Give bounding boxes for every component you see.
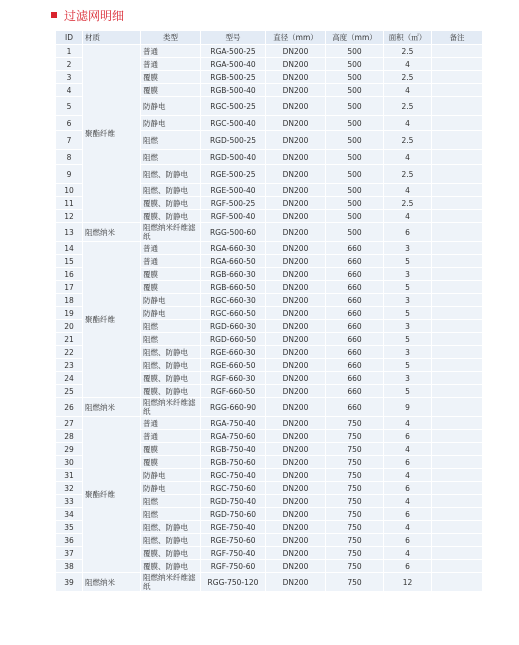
cell-type: 阻燃、防静电 (141, 521, 201, 534)
cell-model: RGB-500-25 (201, 71, 266, 84)
cell-height: 750 (326, 560, 384, 573)
cell-height: 500 (326, 150, 384, 165)
cell-model: RGB-750-40 (201, 443, 266, 456)
cell-id: 19 (56, 307, 83, 320)
cell-type: 防静电 (141, 294, 201, 307)
cell-type: 阻燃纳米纤维滤纸 (141, 223, 201, 242)
cell-diameter: DN200 (266, 71, 326, 84)
cell-id: 14 (56, 242, 83, 255)
cell-model: RGB-750-60 (201, 456, 266, 469)
cell-type: 防静电 (141, 97, 201, 116)
square-bullet-icon (51, 12, 57, 18)
cell-remark (432, 508, 483, 521)
cell-height: 750 (326, 573, 384, 592)
cell-model: RGB-660-50 (201, 281, 266, 294)
cell-type: 阻燃、防静电 (141, 165, 201, 184)
cell-height: 750 (326, 495, 384, 508)
cell-diameter: DN200 (266, 346, 326, 359)
cell-id: 27 (56, 417, 83, 430)
cell-id: 24 (56, 372, 83, 385)
cell-diameter: DN200 (266, 534, 326, 547)
cell-id: 15 (56, 255, 83, 268)
cell-area: 5 (384, 255, 432, 268)
cell-model: RGE-660-50 (201, 359, 266, 372)
cell-model: RGD-750-40 (201, 495, 266, 508)
cell-material: 聚酯纤维 (83, 417, 141, 573)
cell-area: 5 (384, 333, 432, 346)
cell-diameter: DN200 (266, 165, 326, 184)
cell-type: 阻燃、防静电 (141, 184, 201, 197)
cell-height: 750 (326, 482, 384, 495)
cell-height: 750 (326, 443, 384, 456)
cell-diameter: DN200 (266, 430, 326, 443)
cell-area: 2.5 (384, 131, 432, 150)
cell-type: 覆膜 (141, 71, 201, 84)
cell-area: 4 (384, 210, 432, 223)
cell-material: 阻燃纳米 (83, 573, 141, 592)
cell-area: 3 (384, 372, 432, 385)
cell-remark (432, 346, 483, 359)
table-row (56, 573, 483, 592)
table-row (56, 242, 483, 255)
cell-height: 500 (326, 184, 384, 197)
cell-height: 500 (326, 71, 384, 84)
cell-id: 35 (56, 521, 83, 534)
cell-diameter: DN200 (266, 184, 326, 197)
cell-area: 4 (384, 547, 432, 560)
cell-remark (432, 116, 483, 131)
cell-remark (432, 495, 483, 508)
cell-id: 31 (56, 469, 83, 482)
section-title: 过滤网明细 (64, 8, 125, 23)
cell-id: 25 (56, 385, 83, 398)
header-area: 面积（㎡） (384, 31, 432, 45)
table-row (56, 223, 483, 242)
cell-area: 6 (384, 456, 432, 469)
cell-remark (432, 294, 483, 307)
cell-id: 13 (56, 223, 83, 242)
cell-height: 500 (326, 45, 384, 58)
cell-area: 2.5 (384, 165, 432, 184)
cell-diameter: DN200 (266, 223, 326, 242)
cell-model: RGD-500-25 (201, 131, 266, 150)
cell-height: 660 (326, 242, 384, 255)
cell-model: RGE-500-25 (201, 165, 266, 184)
cell-height: 500 (326, 210, 384, 223)
cell-type: 普通 (141, 58, 201, 71)
cell-type: 普通 (141, 417, 201, 430)
cell-height: 750 (326, 469, 384, 482)
cell-id: 6 (56, 116, 83, 131)
cell-remark (432, 58, 483, 71)
cell-height: 660 (326, 333, 384, 346)
cell-type: 阻燃、防静电 (141, 346, 201, 359)
cell-id: 4 (56, 84, 83, 97)
cell-type: 阻燃 (141, 150, 201, 165)
cell-model: RGA-750-60 (201, 430, 266, 443)
cell-area: 3 (384, 268, 432, 281)
cell-model: RGE-750-40 (201, 521, 266, 534)
cell-height: 500 (326, 58, 384, 71)
cell-model: RGB-500-40 (201, 84, 266, 97)
cell-remark (432, 443, 483, 456)
cell-id: 22 (56, 346, 83, 359)
cell-type: 阻燃、防静电 (141, 534, 201, 547)
cell-height: 500 (326, 131, 384, 150)
cell-remark (432, 307, 483, 320)
cell-id: 9 (56, 165, 83, 184)
cell-height: 750 (326, 547, 384, 560)
cell-height: 500 (326, 223, 384, 242)
cell-height: 750 (326, 456, 384, 469)
filter-detail-table (55, 30, 483, 592)
cell-diameter: DN200 (266, 508, 326, 521)
cell-diameter: DN200 (266, 242, 326, 255)
cell-model: RGB-660-30 (201, 268, 266, 281)
cell-material: 聚酯纤维 (83, 45, 141, 223)
cell-model: RGA-750-40 (201, 417, 266, 430)
cell-height: 660 (326, 398, 384, 417)
cell-area: 4 (384, 184, 432, 197)
cell-type: 普通 (141, 45, 201, 58)
cell-diameter: DN200 (266, 482, 326, 495)
cell-diameter: DN200 (266, 372, 326, 385)
cell-id: 21 (56, 333, 83, 346)
cell-diameter: DN200 (266, 97, 326, 116)
cell-area: 6 (384, 508, 432, 521)
cell-id: 34 (56, 508, 83, 521)
cell-height: 750 (326, 508, 384, 521)
cell-remark (432, 281, 483, 294)
cell-area: 3 (384, 346, 432, 359)
cell-diameter: DN200 (266, 456, 326, 469)
cell-remark (432, 71, 483, 84)
cell-type: 阻燃纳米纤维滤纸 (141, 398, 201, 417)
cell-id: 36 (56, 534, 83, 547)
cell-id: 30 (56, 456, 83, 469)
cell-model: RGC-660-50 (201, 307, 266, 320)
cell-height: 660 (326, 294, 384, 307)
cell-height: 500 (326, 97, 384, 116)
cell-remark (432, 456, 483, 469)
cell-model: RGF-660-50 (201, 385, 266, 398)
cell-remark (432, 430, 483, 443)
cell-id: 11 (56, 197, 83, 210)
cell-height: 750 (326, 417, 384, 430)
cell-diameter: DN200 (266, 116, 326, 131)
cell-type: 覆膜、防静电 (141, 372, 201, 385)
cell-area: 6 (384, 560, 432, 573)
cell-id: 7 (56, 131, 83, 150)
cell-remark (432, 242, 483, 255)
cell-type: 普通 (141, 242, 201, 255)
cell-height: 750 (326, 521, 384, 534)
cell-area: 4 (384, 84, 432, 97)
cell-model: RGA-660-50 (201, 255, 266, 268)
cell-diameter: DN200 (266, 398, 326, 417)
cell-area: 6 (384, 430, 432, 443)
cell-type: 阻燃、防静电 (141, 359, 201, 372)
cell-model: RGC-750-60 (201, 482, 266, 495)
cell-area: 4 (384, 150, 432, 165)
cell-remark (432, 150, 483, 165)
cell-model: RGF-660-30 (201, 372, 266, 385)
cell-height: 660 (326, 320, 384, 333)
header-diameter: 直径（mm） (266, 31, 326, 45)
header-remark: 备注 (432, 31, 483, 45)
cell-type: 覆膜 (141, 443, 201, 456)
cell-remark (432, 398, 483, 417)
cell-type: 覆膜 (141, 456, 201, 469)
cell-type: 覆膜、防静电 (141, 210, 201, 223)
table-header-row (56, 31, 483, 45)
cell-remark (432, 534, 483, 547)
cell-diameter: DN200 (266, 294, 326, 307)
cell-model: RGF-750-60 (201, 560, 266, 573)
cell-type: 防静电 (141, 307, 201, 320)
cell-type: 防静电 (141, 482, 201, 495)
cell-diameter: DN200 (266, 469, 326, 482)
cell-area: 3 (384, 320, 432, 333)
cell-type: 覆膜、防静电 (141, 547, 201, 560)
cell-model: RGD-660-50 (201, 333, 266, 346)
cell-model: RGA-500-25 (201, 45, 266, 58)
cell-type: 普通 (141, 255, 201, 268)
cell-id: 18 (56, 294, 83, 307)
header-material: 材质 (83, 31, 141, 45)
section-header (51, 7, 124, 23)
cell-remark (432, 372, 483, 385)
cell-remark (432, 385, 483, 398)
cell-diameter: DN200 (266, 131, 326, 150)
cell-id: 23 (56, 359, 83, 372)
cell-area: 9 (384, 398, 432, 417)
cell-id: 2 (56, 58, 83, 71)
cell-height: 750 (326, 430, 384, 443)
cell-model: RGD-500-40 (201, 150, 266, 165)
cell-id: 39 (56, 573, 83, 592)
cell-remark (432, 320, 483, 333)
cell-height: 660 (326, 281, 384, 294)
cell-remark (432, 84, 483, 97)
cell-height: 660 (326, 359, 384, 372)
cell-area: 6 (384, 223, 432, 242)
cell-type: 阻燃 (141, 320, 201, 333)
cell-remark (432, 255, 483, 268)
cell-type: 覆膜 (141, 84, 201, 97)
cell-type: 普通 (141, 430, 201, 443)
cell-model: RGE-500-40 (201, 184, 266, 197)
cell-id: 37 (56, 547, 83, 560)
cell-type: 防静电 (141, 469, 201, 482)
cell-diameter: DN200 (266, 255, 326, 268)
cell-id: 20 (56, 320, 83, 333)
cell-remark (432, 223, 483, 242)
cell-diameter: DN200 (266, 547, 326, 560)
cell-diameter: DN200 (266, 521, 326, 534)
cell-diameter: DN200 (266, 385, 326, 398)
cell-diameter: DN200 (266, 268, 326, 281)
cell-diameter: DN200 (266, 359, 326, 372)
cell-height: 500 (326, 165, 384, 184)
cell-remark (432, 165, 483, 184)
cell-diameter: DN200 (266, 45, 326, 58)
cell-model: RGF-750-40 (201, 547, 266, 560)
cell-height: 660 (326, 346, 384, 359)
cell-remark (432, 359, 483, 372)
cell-remark (432, 560, 483, 573)
table-row (56, 398, 483, 417)
cell-area: 3 (384, 294, 432, 307)
cell-model: RGG-750-120 (201, 573, 266, 592)
cell-remark (432, 268, 483, 281)
cell-area: 6 (384, 482, 432, 495)
cell-height: 660 (326, 255, 384, 268)
cell-remark (432, 573, 483, 592)
cell-material: 阻燃纳米 (83, 223, 141, 242)
cell-height: 660 (326, 268, 384, 281)
header-height: 高度（mm） (326, 31, 384, 45)
cell-remark (432, 131, 483, 150)
cell-id: 32 (56, 482, 83, 495)
header-id: ID (56, 31, 83, 45)
cell-area: 4 (384, 469, 432, 482)
cell-diameter: DN200 (266, 443, 326, 456)
cell-diameter: DN200 (266, 210, 326, 223)
cell-remark (432, 482, 483, 495)
table-row (56, 45, 483, 58)
cell-type: 覆膜、防静电 (141, 385, 201, 398)
cell-id: 10 (56, 184, 83, 197)
cell-area: 5 (384, 281, 432, 294)
cell-type: 防静电 (141, 116, 201, 131)
cell-model: RGA-500-40 (201, 58, 266, 71)
cell-area: 2.5 (384, 71, 432, 84)
cell-id: 29 (56, 443, 83, 456)
table-row (56, 417, 483, 430)
cell-height: 500 (326, 116, 384, 131)
cell-id: 26 (56, 398, 83, 417)
cell-height: 500 (326, 84, 384, 97)
cell-diameter: DN200 (266, 333, 326, 346)
cell-height: 750 (326, 534, 384, 547)
cell-area: 2.5 (384, 45, 432, 58)
cell-model: RGA-660-30 (201, 242, 266, 255)
cell-area: 12 (384, 573, 432, 592)
cell-model: RGE-750-60 (201, 534, 266, 547)
cell-height: 660 (326, 385, 384, 398)
cell-model: RGG-660-90 (201, 398, 266, 417)
cell-diameter: DN200 (266, 307, 326, 320)
cell-area: 4 (384, 116, 432, 131)
cell-area: 3 (384, 242, 432, 255)
cell-area: 4 (384, 521, 432, 534)
cell-model: RGC-500-40 (201, 116, 266, 131)
cell-area: 6 (384, 534, 432, 547)
cell-remark (432, 333, 483, 346)
cell-type: 阻燃 (141, 508, 201, 521)
cell-area: 2.5 (384, 97, 432, 116)
cell-diameter: DN200 (266, 495, 326, 508)
header-model: 型号 (201, 31, 266, 45)
cell-diameter: DN200 (266, 417, 326, 430)
cell-diameter: DN200 (266, 197, 326, 210)
cell-model: RGE-660-30 (201, 346, 266, 359)
cell-diameter: DN200 (266, 560, 326, 573)
cell-remark (432, 184, 483, 197)
cell-remark (432, 417, 483, 430)
cell-model: RGF-500-25 (201, 197, 266, 210)
cell-diameter: DN200 (266, 150, 326, 165)
cell-diameter: DN200 (266, 84, 326, 97)
header-type: 类型 (141, 31, 201, 45)
cell-remark (432, 521, 483, 534)
cell-area: 4 (384, 58, 432, 71)
cell-id: 33 (56, 495, 83, 508)
cell-model: RGG-500-60 (201, 223, 266, 242)
cell-type: 阻燃 (141, 495, 201, 508)
cell-material: 阻燃纳米 (83, 398, 141, 417)
cell-height: 660 (326, 372, 384, 385)
cell-id: 38 (56, 560, 83, 573)
cell-id: 17 (56, 281, 83, 294)
cell-area: 2.5 (384, 197, 432, 210)
cell-area: 4 (384, 443, 432, 456)
cell-type: 覆膜 (141, 268, 201, 281)
cell-remark (432, 210, 483, 223)
cell-height: 500 (326, 197, 384, 210)
cell-diameter: DN200 (266, 320, 326, 333)
cell-area: 4 (384, 495, 432, 508)
cell-model: RGD-660-30 (201, 320, 266, 333)
cell-model: RGC-500-25 (201, 97, 266, 116)
cell-model: RGD-750-60 (201, 508, 266, 521)
cell-id: 1 (56, 45, 83, 58)
cell-id: 12 (56, 210, 83, 223)
cell-area: 5 (384, 359, 432, 372)
cell-remark (432, 547, 483, 560)
cell-type: 覆膜 (141, 281, 201, 294)
cell-model: RGF-500-40 (201, 210, 266, 223)
cell-diameter: DN200 (266, 573, 326, 592)
cell-model: RGC-750-40 (201, 469, 266, 482)
cell-type: 覆膜、防静电 (141, 197, 201, 210)
cell-area: 5 (384, 307, 432, 320)
cell-area: 5 (384, 385, 432, 398)
cell-type: 阻燃 (141, 131, 201, 150)
cell-model: RGC-660-30 (201, 294, 266, 307)
cell-id: 3 (56, 71, 83, 84)
cell-diameter: DN200 (266, 58, 326, 71)
cell-type: 阻燃 (141, 333, 201, 346)
cell-id: 28 (56, 430, 83, 443)
cell-type: 阻燃纳米纤维滤纸 (141, 573, 201, 592)
cell-area: 4 (384, 417, 432, 430)
cell-height: 660 (326, 307, 384, 320)
cell-material: 聚酯纤维 (83, 242, 141, 398)
cell-remark (432, 45, 483, 58)
cell-remark (432, 469, 483, 482)
cell-id: 5 (56, 97, 83, 116)
cell-diameter: DN200 (266, 281, 326, 294)
cell-id: 8 (56, 150, 83, 165)
cell-type: 覆膜、防静电 (141, 560, 201, 573)
cell-id: 16 (56, 268, 83, 281)
cell-remark (432, 97, 483, 116)
cell-remark (432, 197, 483, 210)
